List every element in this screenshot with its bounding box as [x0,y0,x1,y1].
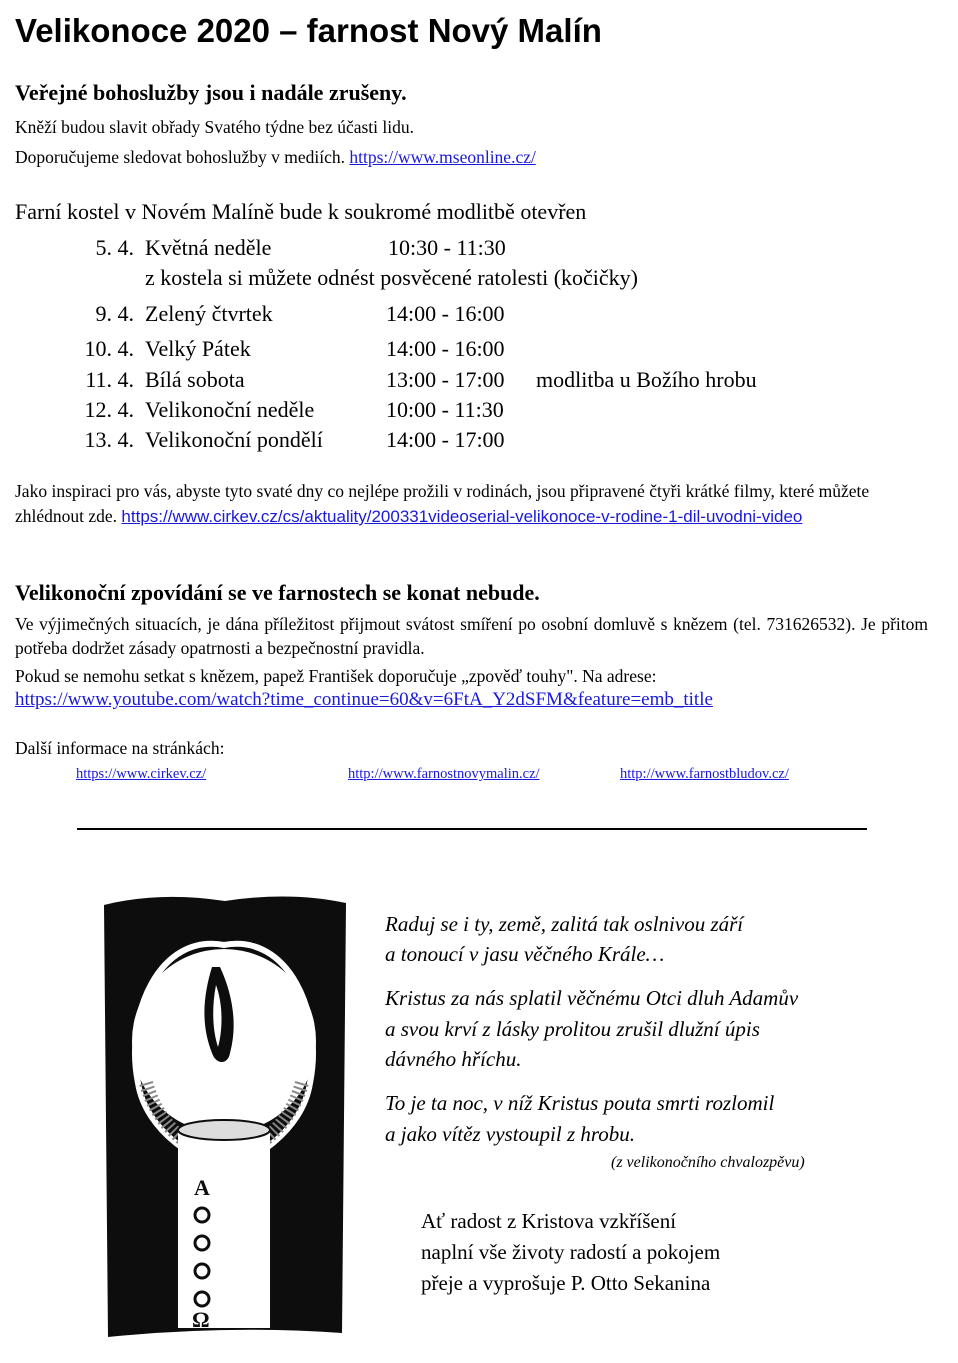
schedule-day: Bílá sobota [145,367,245,392]
poem-line: dávného hříchu. [385,1047,522,1071]
poem-line: Raduj se i ty, země, zalitá tak oslnivou září [385,912,744,936]
schedule-time: 10:30 - 11:30 [388,235,506,260]
palm-branches-note: z kostela si můžete odnést posvěcené ratolesti (kočičky) [145,265,638,290]
cirkev-link[interactable]: https://www.cirkev.cz/ [76,766,207,782]
schedule-date: 10. 4. [84,336,134,361]
confession-heading: Velikonoční zpovídání se ve farnostech se konat nebude. [15,580,540,605]
candle-alpha-letter: A [194,1175,210,1200]
schedule-day: Velikonoční pondělí [145,427,323,452]
farnostnovymalin-link[interactable]: http://www.farnostnovymalin.cz/ [348,766,540,782]
services-text-2-label: Doporučujeme sledovat bohoslužby v mediích. [15,147,345,167]
youtube-link[interactable]: https://www.youtube.com/watch?time_continue=60&v=6FtA_Y2dSFM&feature=emb_title [15,689,713,710]
schedule-time: 14:00 - 17:00 [386,427,505,452]
schedule-note: modlitba u Božího hrobu [536,367,757,392]
more-info-label: Další informace na stránkách: [15,738,225,758]
divider-line [77,828,867,830]
poem-source: (z velikonočního chvalozpěvu) [611,1154,805,1171]
schedule-day: Zelený čtvrtek [145,301,273,326]
schedule-date: 13. 4. [84,427,134,452]
schedule-time: 13:00 - 17:00 [386,367,505,392]
services-cancelled-heading: Veřejné bohoslužby jsou i nadále zrušeny. [15,80,407,105]
church-open-intro: Farní kostel v Novém Malíně bude k soukromé modlitbě otevřen [15,199,587,224]
greeting-signature: přeje a vyprošuje P. Otto Sekanina [421,1271,711,1295]
schedule-day: Velikonoční neděle [145,397,315,422]
candle-omega-letter: Ω [192,1307,210,1332]
greeting-line: Ať radost z Kristova vzkříšení [421,1209,677,1233]
schedule-date: 11. 4. [85,367,134,392]
farnostbludov-link[interactable]: http://www.farnostbludov.cz/ [620,766,789,782]
schedule-day: Květná neděle [145,235,272,260]
schedule-time: 14:00 - 16:00 [386,301,505,326]
schedule-day: Velký Pátek [145,336,251,361]
confession-text-2: Pokud se nemohu setkat s knězem, papež František doporučuje „zpověď touhy". Na adrese: [15,666,657,686]
films-link[interactable]: https://www.cirkev.cz/cs/aktuality/200331videoserial-velikonoce-v-rodine-1-dil-uvodni-video [121,507,803,526]
services-text-2 [15,147,536,168]
mseonline-link[interactable]: https://www.mseonline.cz/ [349,147,536,167]
schedule-date: 9. 4. [95,301,134,326]
schedule-date: 12. 4. [84,397,134,422]
poem-line: a tonoucí v jasu věčného Krále… [385,942,665,966]
page-title: Velikonoce 2020 – farnost Nový Malín [15,12,602,49]
schedule-time: 14:00 - 16:00 [386,336,505,361]
films-paragraph [15,479,935,529]
schedule-time: 10:00 - 11:30 [386,397,504,422]
schedule-date: 5. 4. [95,235,134,260]
films-text: Jako inspiraci pro vás, abyste tyto svaté dny co nejlépe prožili v rodinách, jsou připravené čtyři krátké filmy, které můžete zhlédnout zde. [15,481,870,526]
greeting-line: naplní vše životy radostí a pokojem [421,1240,721,1264]
confession-text-1: Ve výjimečných situacích, je dána příležitost přijmout svátost smíření po osobní domluvě s knězem (tel. 731626532). Je přitom potřeba dodržet zásady opatrnosti a bezpečnostní pravidla. [15,614,928,658]
poem-line: Kristus za nás splatil věčnému Otci dluh Adamův [385,986,799,1010]
poem-line: a svou krví z lásky prolitou zrušil dlužní úpis [385,1017,760,1041]
easter-candle-icon [100,893,350,1337]
services-text-1: Kněží budou slavit obřady Svatého týdne bez účasti lidu. [15,117,415,137]
poem-line: a jako vítěz vystoupil z hrobu. [385,1122,636,1146]
poem-line: To je ta noc, v níž Kristus pouta smrti rozlomil [385,1091,775,1115]
